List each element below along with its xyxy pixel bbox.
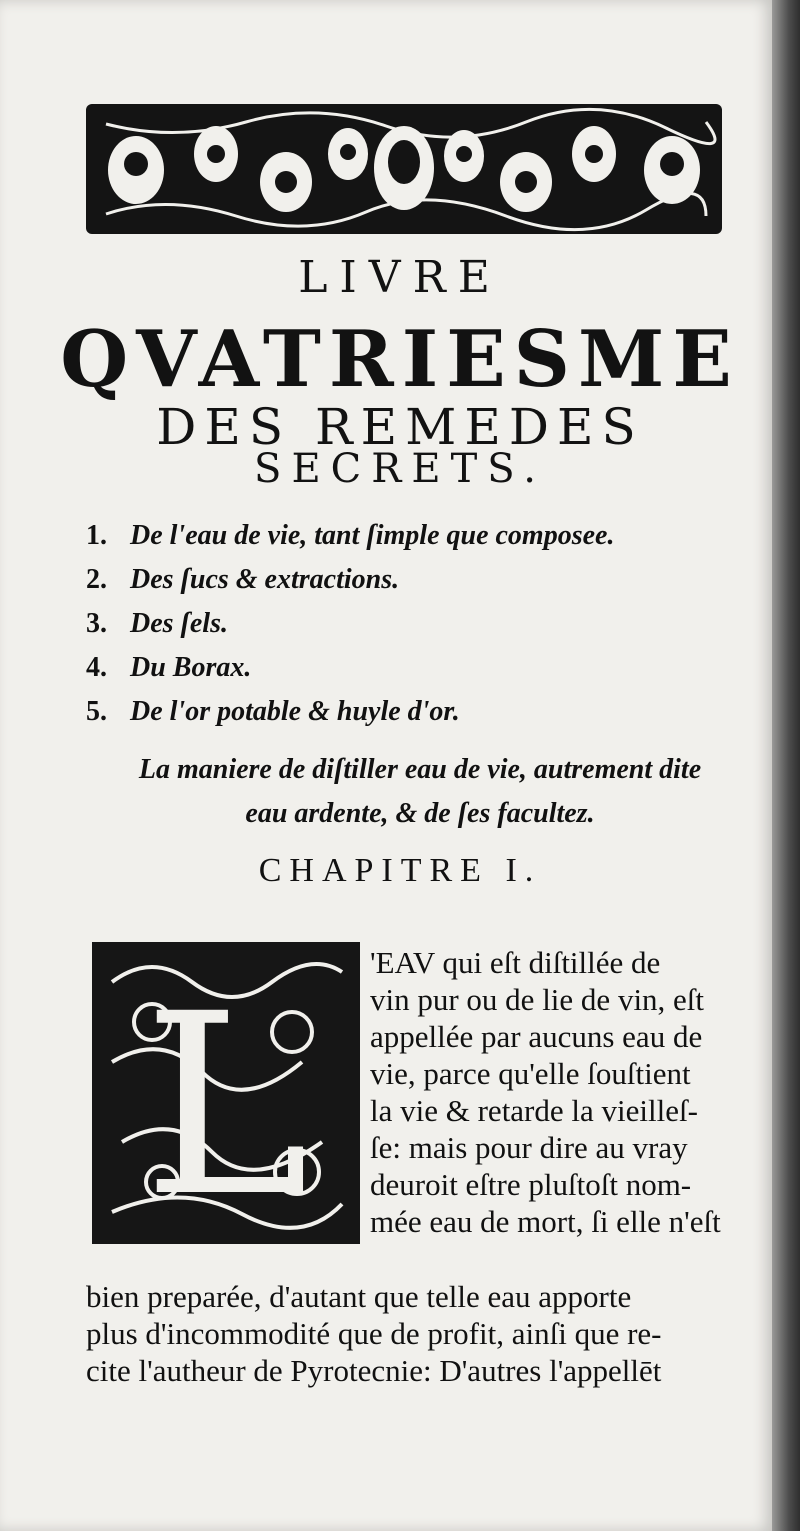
toc-item: 3. Des ſels. — [86, 608, 228, 639]
description-line: La maniere de diſtiller eau de vie, autrement dite — [138, 754, 702, 785]
toc-item: 1. De l'eau de vie, tant ſimple que composee. — [86, 520, 615, 551]
chapter-description — [100, 748, 740, 836]
description-line: eau ardente, & de ſes facultez. — [245, 798, 595, 829]
dropcap-L-ornament — [92, 942, 360, 1244]
title-des-remedes: DES REMEDES — [156, 398, 644, 456]
toc-item: 4. Du Borax. — [86, 652, 252, 683]
text-line: vie, parce qu'elle ſouſtient — [370, 1056, 691, 1091]
text-line: la vie & retarde la vieilleſ- — [370, 1093, 698, 1128]
body-text-full-width — [86, 1278, 768, 1389]
text-line: mée eau de mort, ſi elle n'eſt — [370, 1204, 721, 1239]
title-secrets: SECRETS. — [254, 446, 546, 492]
text-line: ſe: mais pour dire au vray — [370, 1130, 688, 1165]
text-line: plus d'incommodité que de profit, ainſi que re- — [86, 1316, 662, 1351]
text-line: bien preparée, d'autant que telle eau apporte — [86, 1279, 632, 1314]
text-line: deuroit eſtre pluſtoſt nom- — [370, 1167, 692, 1202]
body-text-right-column — [370, 944, 770, 1240]
table-of-contents — [86, 520, 726, 740]
text-line: vin pur ou de lie de vin, eſt — [370, 982, 705, 1017]
text-line: 'EAV qui eſt diſtillée de — [370, 945, 661, 980]
dropcap-letter: L — [142, 960, 310, 1244]
chapter-heading: CHAPITRE I. — [258, 852, 542, 889]
header-ornament-woodcut — [86, 104, 722, 234]
page-gutter-edge — [772, 0, 800, 1531]
toc-item: 2. Des ſucs & extractions. — [86, 564, 400, 595]
text-line: appellée par aucuns eau de — [370, 1019, 703, 1054]
toc-item: 5. De l'or potable & huyle d'or. — [86, 696, 460, 727]
title-quatriesme: QVATRIESME — [60, 314, 740, 405]
title-livre: LIVRE — [298, 252, 502, 303]
text-line: cite l'autheur de Pyrotecnie: D'autres l'appellēt — [86, 1353, 662, 1388]
